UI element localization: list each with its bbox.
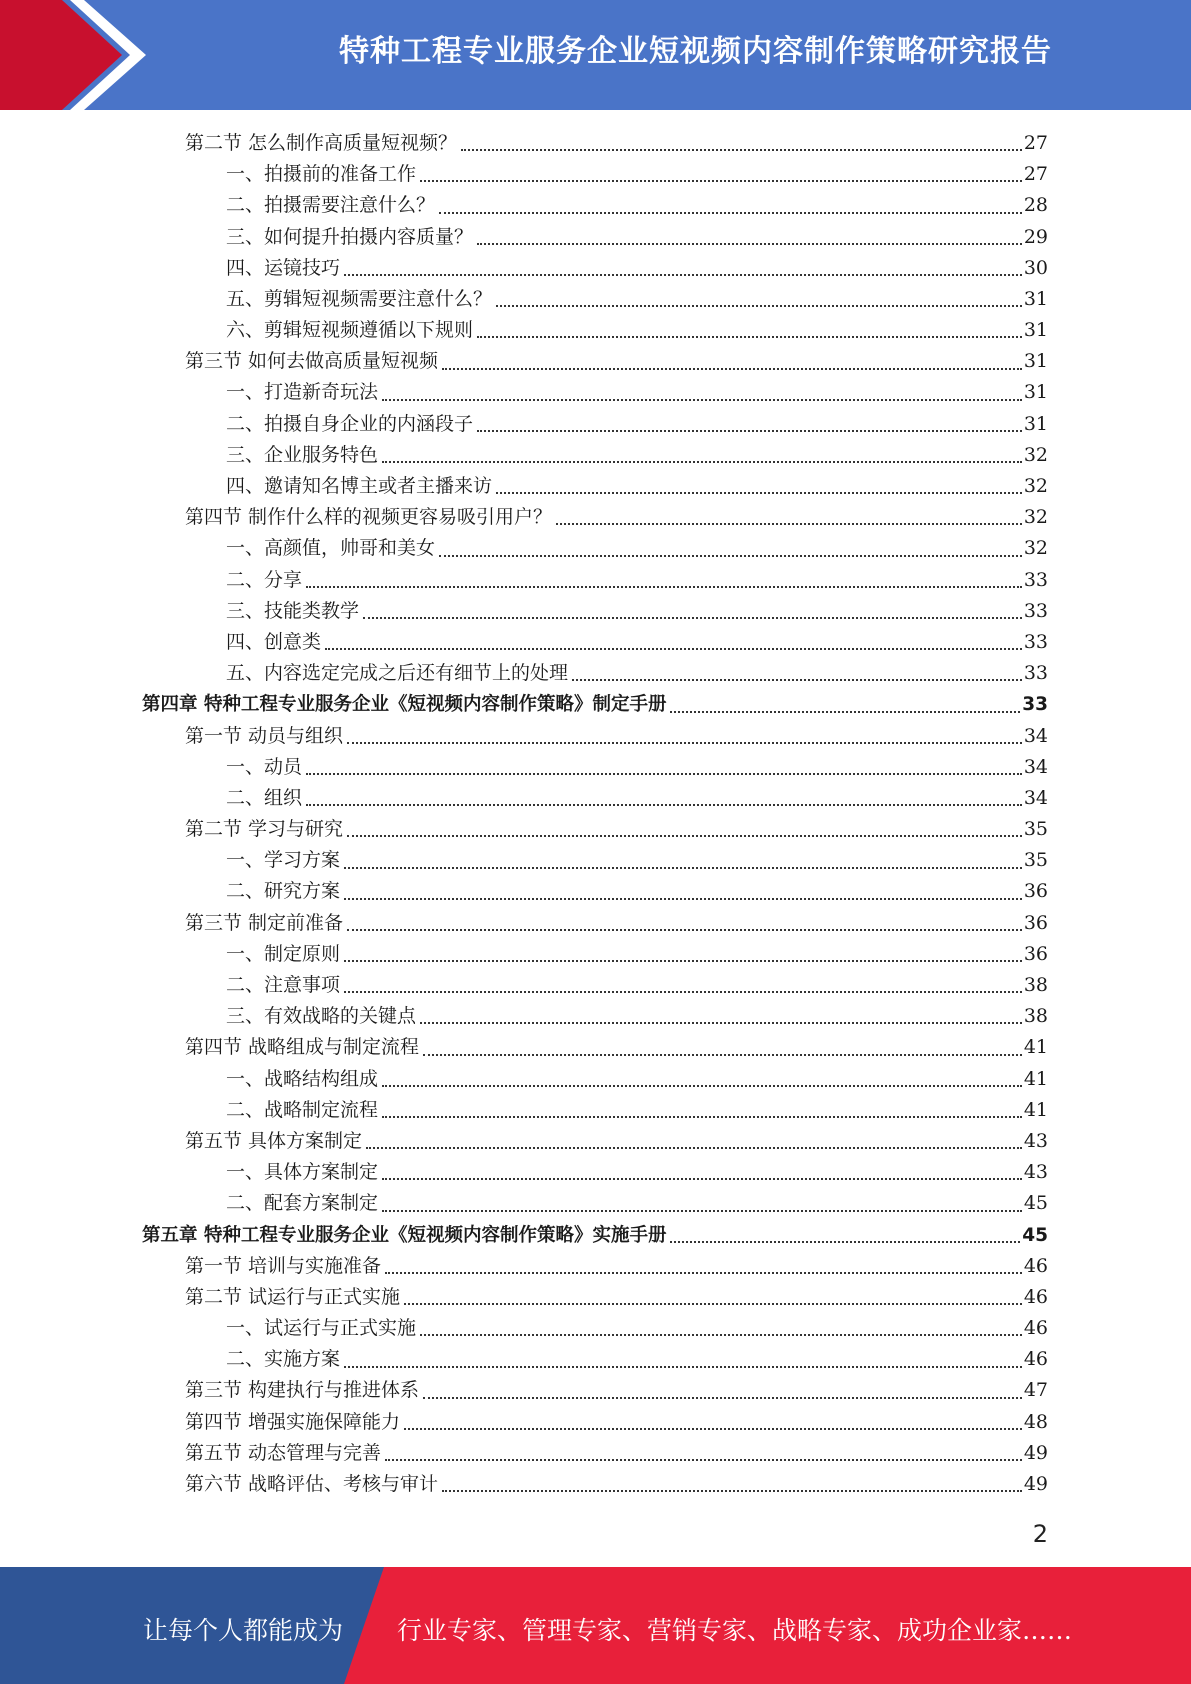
- toc-dot-leader: [420, 1333, 1022, 1336]
- toc-entry-label: 第三节 制定前准备: [185, 911, 344, 934]
- toc-entry-item[interactable]: [142, 315, 1048, 346]
- toc-entry-chapter[interactable]: [142, 1220, 1048, 1251]
- toc-entry-item[interactable]: [142, 253, 1048, 284]
- toc-entry-label: 第二节 怎么制作高质量短视频？: [185, 131, 458, 154]
- toc-entry-label: 第一节 培训与实施准备: [185, 1254, 382, 1277]
- toc-entry-label: 一、打造新奇玩法: [226, 381, 379, 404]
- toc-entry-page: 33: [1023, 599, 1048, 622]
- toc-entry-item[interactable]: [142, 378, 1048, 409]
- toc-dot-leader: [496, 491, 1022, 494]
- toc-entry-page: 27: [1023, 163, 1048, 186]
- toc-entry-label: 二、拍摄自身企业的内涵段子: [226, 412, 474, 435]
- toc-dot-leader: [344, 1365, 1022, 1368]
- toc-entry-page: 38: [1023, 974, 1048, 997]
- toc-entry-label: 第四节 战略组成与制定流程: [185, 1036, 420, 1059]
- footer-slogan-left: 让每个人都能成为: [143, 1616, 344, 1645]
- toc-dot-leader: [556, 522, 1022, 525]
- page-footer: [0, 1567, 1191, 1684]
- toc-entry-label: 一、高颜值，帅哥和美女: [226, 537, 436, 560]
- toc-entry-label: 四、邀请知名博主或者主播来访: [226, 475, 493, 498]
- toc-dot-leader: [477, 242, 1022, 245]
- toc-entry-label: 一、拍摄前的准备工作: [226, 163, 417, 186]
- toc-entry-page: 32: [1023, 506, 1048, 529]
- toc-entry-page: 28: [1023, 194, 1048, 217]
- header-arrow-decoration: [0, 0, 160, 110]
- toc-entry-page: 36: [1023, 911, 1048, 934]
- toc-entry-section[interactable]: [142, 1126, 1048, 1157]
- toc-dot-leader: [382, 1177, 1022, 1180]
- toc-entry-page: 27: [1023, 131, 1048, 154]
- toc-entry-item[interactable]: [142, 783, 1048, 814]
- toc-entry-label: 二、实施方案: [226, 1348, 341, 1371]
- toc-dot-leader: [344, 866, 1022, 869]
- toc-entry-section[interactable]: [142, 1251, 1048, 1282]
- toc-entry-page: 45: [1023, 1192, 1048, 1215]
- toc-entry-page: 46: [1023, 1317, 1048, 1340]
- toc-entry-section[interactable]: [142, 346, 1048, 377]
- toc-entry-item[interactable]: [142, 1001, 1048, 1032]
- toc-dot-leader: [477, 335, 1022, 338]
- toc-dot-leader: [442, 367, 1022, 370]
- toc-dot-leader: [363, 616, 1022, 619]
- toc-entry-page: 31: [1023, 287, 1048, 310]
- toc-entry-label: 一、试运行与正式实施: [226, 1317, 417, 1340]
- toc-entry-item[interactable]: [142, 533, 1048, 564]
- toc-entry-label: 三、企业服务特色: [226, 443, 379, 466]
- toc-dot-leader: [670, 710, 1020, 713]
- toc-dot-leader: [385, 1271, 1022, 1274]
- toc-entry-page: 35: [1023, 849, 1048, 872]
- toc-entry-section[interactable]: [142, 128, 1048, 159]
- toc-entry-item[interactable]: [142, 565, 1048, 596]
- toc-entry-label: 第三节 如何去做高质量短视频: [185, 350, 439, 373]
- toc-entry-page: 33: [1022, 694, 1048, 716]
- toc-entry-section[interactable]: [142, 1469, 1048, 1500]
- toc-entry-page: 46: [1023, 1254, 1048, 1277]
- toc-entry-item[interactable]: [142, 471, 1048, 502]
- toc-entry-page: 34: [1023, 755, 1048, 778]
- toc-entry-page: 35: [1023, 818, 1048, 841]
- table-of-contents: [142, 128, 1048, 1500]
- toc-entry-page: 49: [1023, 1473, 1048, 1496]
- toc-dot-leader: [306, 772, 1022, 775]
- toc-entry-label: 第四章 特种工程专业服务企业《短视频内容制作策略》制定手册: [142, 694, 667, 716]
- toc-entry-page: 48: [1023, 1410, 1048, 1433]
- toc-dot-leader: [325, 647, 1022, 650]
- toc-entry-section[interactable]: [142, 1407, 1048, 1438]
- toc-entry-item[interactable]: [142, 190, 1048, 221]
- toc-entry-label: 三、有效战略的关键点: [226, 1005, 417, 1028]
- toc-entry-page: 41: [1023, 1098, 1048, 1121]
- toc-entry-page: 49: [1023, 1441, 1048, 1464]
- toc-entry-item[interactable]: [142, 939, 1048, 970]
- toc-entry-section[interactable]: [142, 1032, 1048, 1063]
- toc-entry-label: 一、动员: [226, 755, 303, 778]
- toc-entry-label: 二、拍摄需要注意什么？: [226, 194, 436, 217]
- toc-entry-label: 第二节 试运行与正式实施: [185, 1285, 401, 1308]
- toc-entry-item[interactable]: [142, 222, 1048, 253]
- toc-entry-item[interactable]: [142, 1344, 1048, 1375]
- toc-entry-label: 一、战略结构组成: [226, 1067, 379, 1090]
- toc-entry-page: 43: [1023, 1129, 1048, 1152]
- toc-entry-item[interactable]: [142, 970, 1048, 1001]
- report-title: 特种工程专业服务企业短视频内容制作策略研究报告: [339, 34, 1052, 69]
- toc-dot-leader: [344, 959, 1022, 962]
- toc-entry-page: 31: [1023, 412, 1048, 435]
- toc-entry-item[interactable]: [142, 1095, 1048, 1126]
- page-header: [0, 0, 1191, 110]
- toc-entry-label: 第六节 战略评估、考核与审计: [185, 1473, 439, 1496]
- toc-entry-item[interactable]: [142, 596, 1048, 627]
- toc-dot-leader: [442, 1489, 1022, 1492]
- toc-entry-page: 46: [1023, 1348, 1048, 1371]
- toc-dot-leader: [423, 1053, 1022, 1056]
- toc-entry-page: 32: [1023, 443, 1048, 466]
- toc-entry-page: 33: [1023, 630, 1048, 653]
- toc-entry-label: 六、剪辑短视频遵循以下规则: [226, 319, 474, 342]
- toc-entry-item[interactable]: [142, 1064, 1048, 1095]
- toc-dot-leader: [477, 429, 1022, 432]
- page-number: 2: [1032, 1520, 1048, 1548]
- toc-entry-item[interactable]: [142, 877, 1048, 908]
- toc-entry-label: 二、组织: [226, 786, 303, 809]
- toc-dot-leader: [347, 928, 1022, 931]
- toc-entry-item[interactable]: [142, 627, 1048, 658]
- toc-entry-label: 第二节 学习与研究: [185, 818, 344, 841]
- toc-entry-label: 第一节 动员与组织: [185, 724, 344, 747]
- toc-dot-leader: [420, 1021, 1022, 1024]
- toc-entry-label: 第五节 具体方案制定: [185, 1129, 363, 1152]
- toc-entry-label: 五、内容选定完成之后还有细节上的处理: [226, 662, 569, 685]
- toc-entry-label: 四、创意类: [226, 630, 322, 653]
- toc-dot-leader: [347, 834, 1022, 837]
- toc-entry-page: 29: [1023, 225, 1048, 248]
- toc-dot-leader: [420, 179, 1022, 182]
- toc-entry-item[interactable]: [142, 752, 1048, 783]
- toc-dot-leader: [306, 803, 1022, 806]
- toc-entry-item[interactable]: [142, 1313, 1048, 1344]
- toc-entry-page: 33: [1023, 568, 1048, 591]
- toc-entry-page: 34: [1023, 724, 1048, 747]
- toc-entry-label: 二、分享: [226, 568, 303, 591]
- toc-entry-label: 二、战略制定流程: [226, 1098, 379, 1121]
- toc-entry-section[interactable]: [142, 1438, 1048, 1469]
- toc-dot-leader: [347, 741, 1022, 744]
- toc-entry-page: 45: [1022, 1224, 1048, 1246]
- toc-dot-leader: [344, 990, 1022, 993]
- toc-entry-label: 二、注意事项: [226, 974, 341, 997]
- toc-entry-label: 第四节 制作什么样的视频更容易吸引用户？: [185, 506, 553, 529]
- footer-slogan-right: 行业专家、管理专家、营销专家、战略专家、成功企业家……: [397, 1616, 1073, 1645]
- toc-entry-section[interactable]: [142, 502, 1048, 533]
- toc-entry-page: 33: [1023, 662, 1048, 685]
- toc-dot-leader: [423, 1396, 1022, 1399]
- toc-entry-page: 32: [1023, 475, 1048, 498]
- toc-entry-label: 第四节 增强实施保障能力: [185, 1410, 401, 1433]
- toc-entry-label: 二、配套方案制定: [226, 1192, 379, 1215]
- toc-dot-leader: [496, 304, 1022, 307]
- toc-entry-item[interactable]: [142, 1188, 1048, 1219]
- toc-entry-page: 36: [1023, 942, 1048, 965]
- toc-entry-section[interactable]: [142, 908, 1048, 939]
- toc-entry-item[interactable]: [142, 159, 1048, 190]
- toc-dot-leader: [306, 585, 1022, 588]
- toc-entry-section[interactable]: [142, 1282, 1048, 1313]
- toc-entry-label: 二、研究方案: [226, 880, 341, 903]
- toc-dot-leader: [461, 148, 1022, 151]
- toc-dot-leader: [404, 1302, 1022, 1305]
- toc-entry-page: 43: [1023, 1161, 1048, 1184]
- toc-dot-leader: [382, 1209, 1022, 1212]
- toc-dot-leader: [382, 460, 1022, 463]
- toc-entry-page: 31: [1023, 319, 1048, 342]
- toc-entry-item[interactable]: [142, 284, 1048, 315]
- toc-entry-label: 三、如何提升拍摄内容质量？: [226, 225, 474, 248]
- toc-entry-label: 一、制定原则: [226, 942, 341, 965]
- toc-entry-page: 36: [1023, 880, 1048, 903]
- toc-dot-leader: [382, 398, 1022, 401]
- toc-entry-section[interactable]: [142, 814, 1048, 845]
- toc-dot-leader: [382, 1084, 1022, 1087]
- toc-entry-item[interactable]: [142, 845, 1048, 876]
- toc-entry-page: 46: [1023, 1285, 1048, 1308]
- toc-entry-page: 47: [1023, 1379, 1048, 1402]
- toc-entry-label: 第五章 特种工程专业服务企业《短视频内容制作策略》实施手册: [142, 1224, 667, 1246]
- toc-entry-item[interactable]: [142, 1157, 1048, 1188]
- toc-dot-leader: [385, 1458, 1022, 1461]
- toc-entry-label: 第三节 构建执行与推进体系: [185, 1379, 420, 1402]
- toc-dot-leader: [344, 897, 1022, 900]
- toc-entry-page: 32: [1023, 537, 1048, 560]
- toc-dot-leader: [404, 1427, 1022, 1430]
- toc-entry-page: 31: [1023, 381, 1048, 404]
- toc-entry-chapter[interactable]: [142, 689, 1048, 720]
- toc-entry-page: 38: [1023, 1005, 1048, 1028]
- toc-entry-label: 第五节 动态管理与完善: [185, 1441, 382, 1464]
- toc-entry-page: 41: [1023, 1036, 1048, 1059]
- toc-entry-label: 一、学习方案: [226, 849, 341, 872]
- toc-dot-leader: [439, 211, 1022, 214]
- toc-dot-leader: [382, 1115, 1022, 1118]
- toc-entry-item[interactable]: [142, 658, 1048, 689]
- toc-entry-page: 31: [1023, 350, 1048, 373]
- toc-dot-leader: [572, 678, 1022, 681]
- toc-entry-label: 四、运镜技巧: [226, 256, 341, 279]
- toc-dot-leader: [366, 1146, 1022, 1149]
- toc-entry-page: 34: [1023, 786, 1048, 809]
- toc-entry-label: 三、技能类教学: [226, 599, 360, 622]
- toc-entry-section[interactable]: [142, 721, 1048, 752]
- toc-entry-page: 30: [1023, 256, 1048, 279]
- toc-dot-leader: [344, 273, 1022, 276]
- toc-dot-leader: [439, 554, 1022, 557]
- toc-entry-item[interactable]: [142, 409, 1048, 440]
- toc-dot-leader: [670, 1240, 1020, 1243]
- toc-entry-section[interactable]: [142, 1376, 1048, 1407]
- toc-entry-label: 五、剪辑短视频需要注意什么？: [226, 287, 493, 310]
- toc-entry-page: 41: [1023, 1067, 1048, 1090]
- toc-entry-label: 一、具体方案制定: [226, 1161, 379, 1184]
- toc-entry-item[interactable]: [142, 440, 1048, 471]
